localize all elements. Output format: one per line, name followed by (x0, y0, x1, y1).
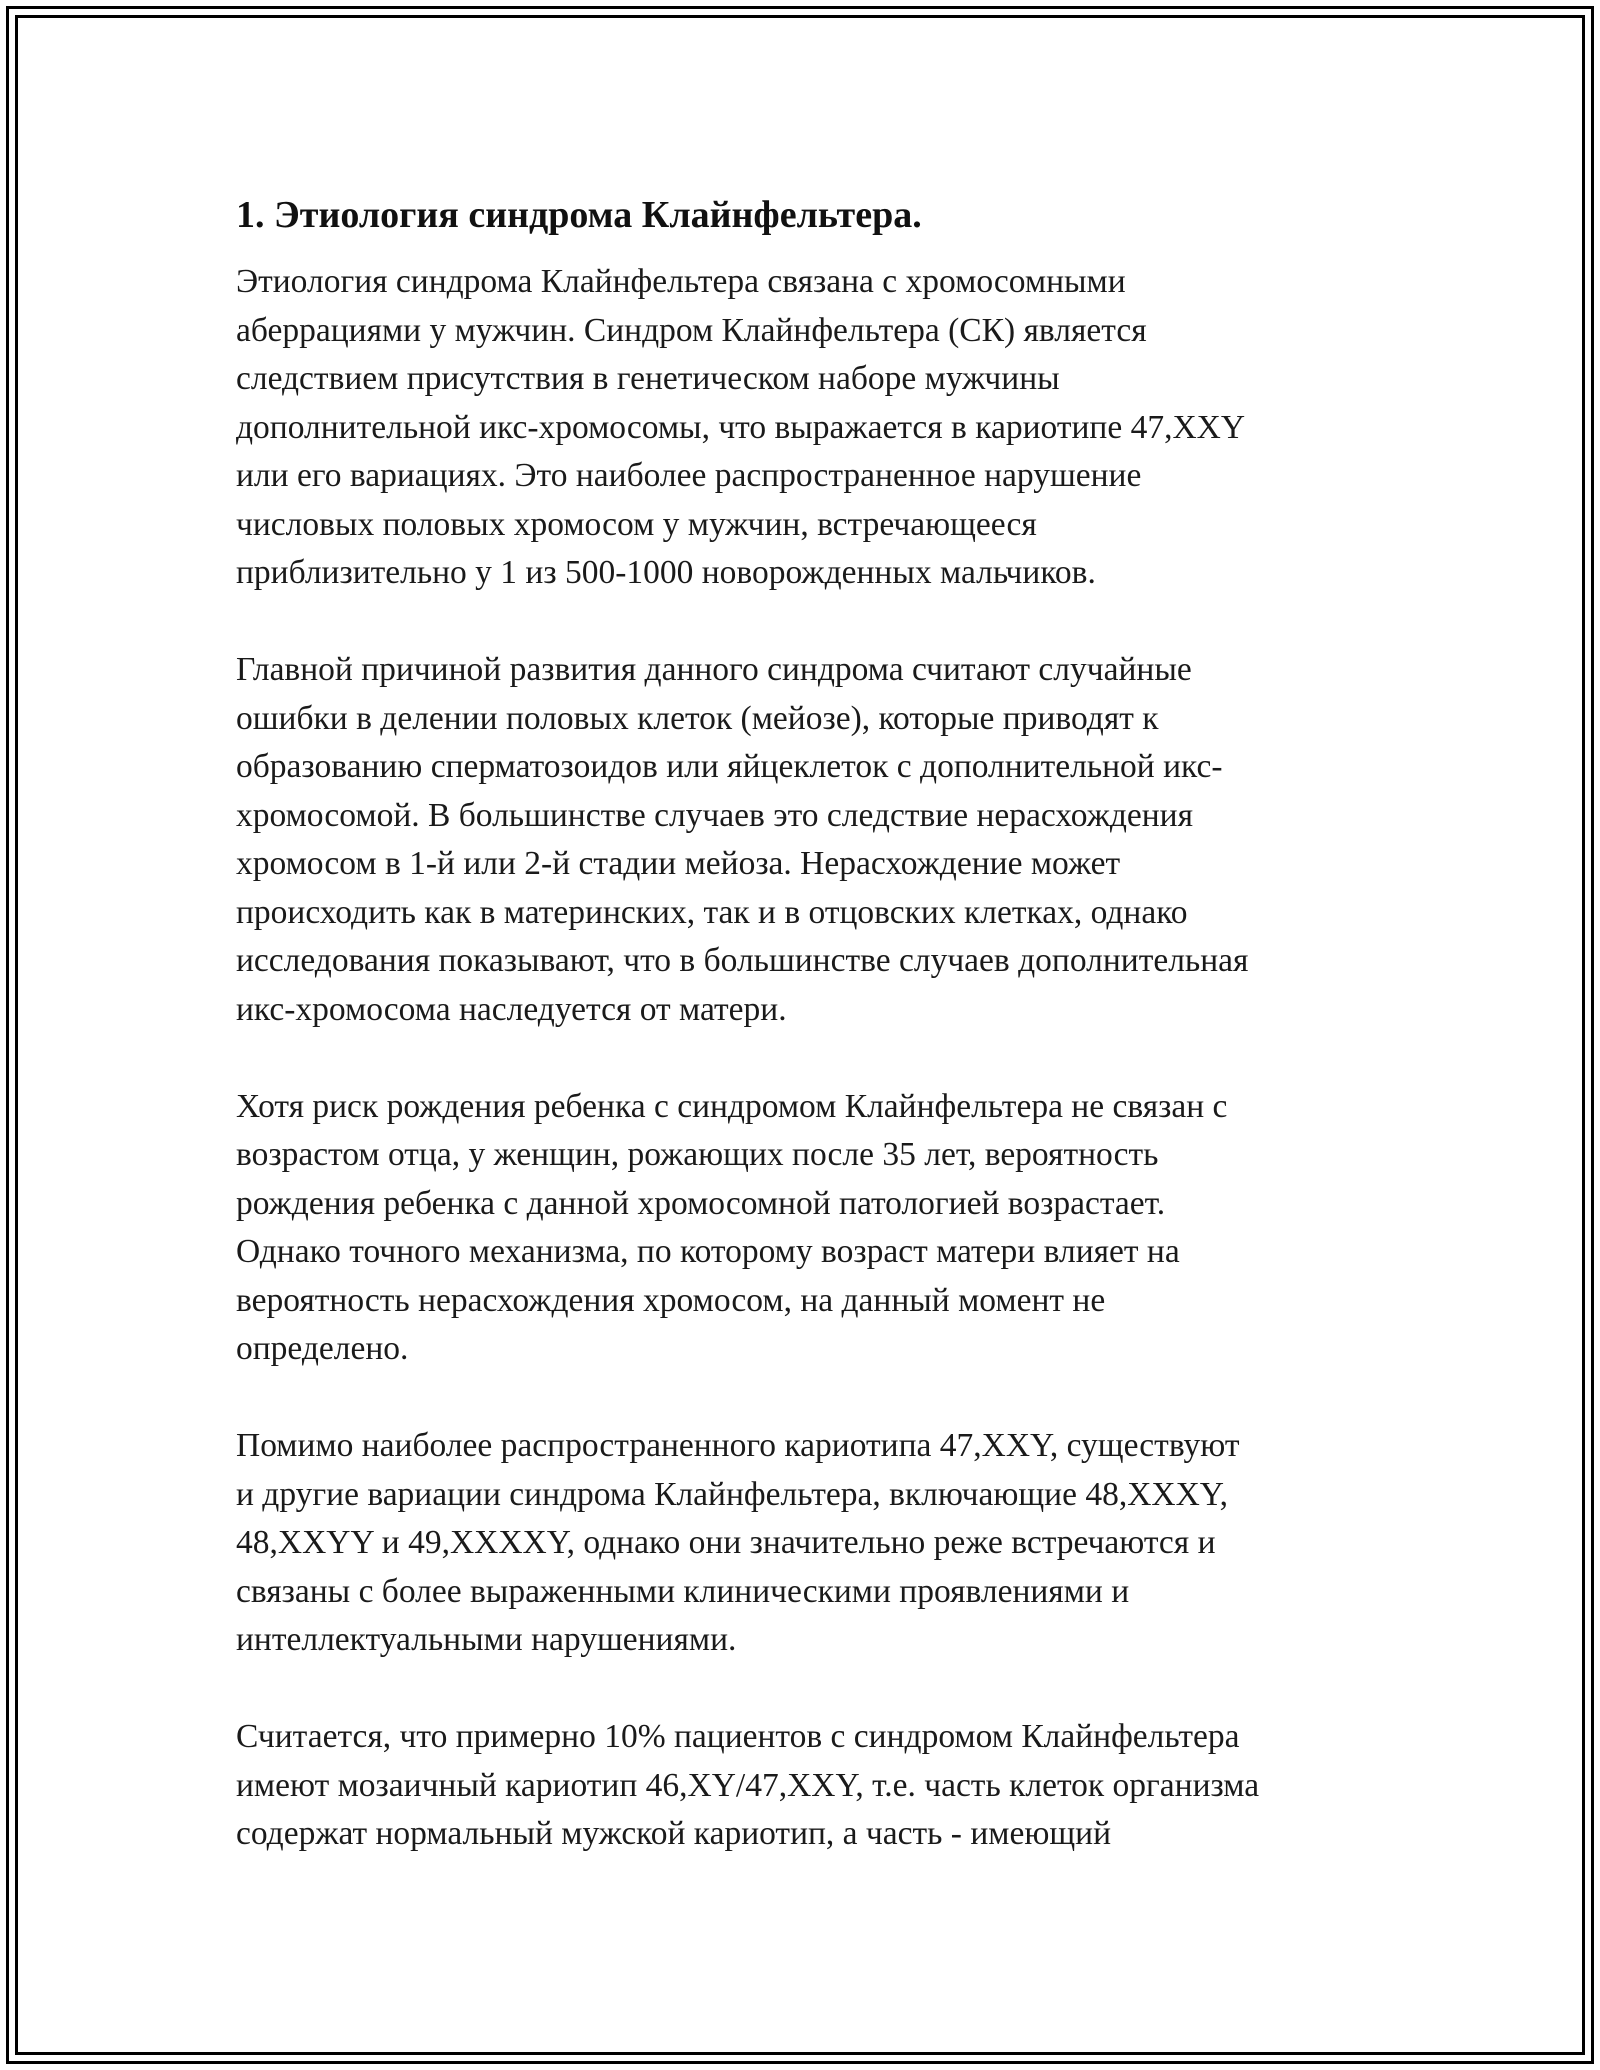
paragraph-maternal-age: Хотя риск рождения ребенка с синдромом Клайнфельтера не связан с возрастом отца, у женщин, рожающих после 35 лет, вероятность рождения ребенка с данной хромосомной патологией возрастает. Однако точного механизма, по которому возраст матери влияет на вероятность нерасхождения хромосом, на данный момент не определено. (236, 1087, 1228, 1367)
section-heading: 1. Этиология синдрома Клайнфельтера. (236, 194, 922, 236)
paragraph-etiology-intro: Этиология синдрома Клайнфельтера связана с хромосомными аберрациями у мужчин. Синдром Клайнфельтера (СК) является следствием присутствия в генетическом наборе мужчины дополнительной икс-хромосомы, что выражается в кариотипе 47,XXY или его вариациях. Это наиболее распространенное нарушение числовых половых хромосом у мужчин, встречающееся приблизительно у 1 из 500-1000 новорожденных мальчиков. (236, 263, 1246, 591)
document-body (236, 190, 1376, 1859)
paragraph-meiosis-errors: Главной причиной развития данного синдрома считают случайные ошибки в делении половых клеток (мейозе), которые приводят к образованию сперматозоидов или яйцеклеток с дополнительной икс- хромосомой. В большинстве случаев это следствие нерасхождения хромосом в 1-й или 2-й стадии мейоза. Нерасхождение может происходить как в материнских, так и в отцовских клетках, однако исследования показывают, что в большинстве случаев дополнительная икс-хромосома наследуется от матери. (236, 651, 1249, 1028)
paragraph-karyotype-variants: Помимо наиболее распространенного кариотипа 47,XXY, существуют и другие вариации синдрома Клайнфельтера, включающие 48,XXXY, 48,XXYY и 49,XXXXY, однако они значительно реже встречаются и связаны с более выраженными клиническими проявлениями и интеллектуальными нарушениями. (236, 1427, 1240, 1658)
paragraph-mosaic-karyotype: Считается, что примерно 10% пациентов с синдромом Клайнфельтера имеют мозаичный кариотип 46,XY/47,XXY, т.е. часть клеток организма содержат нормальный мужской кариотип, а часть - имеющий (236, 1718, 1260, 1852)
